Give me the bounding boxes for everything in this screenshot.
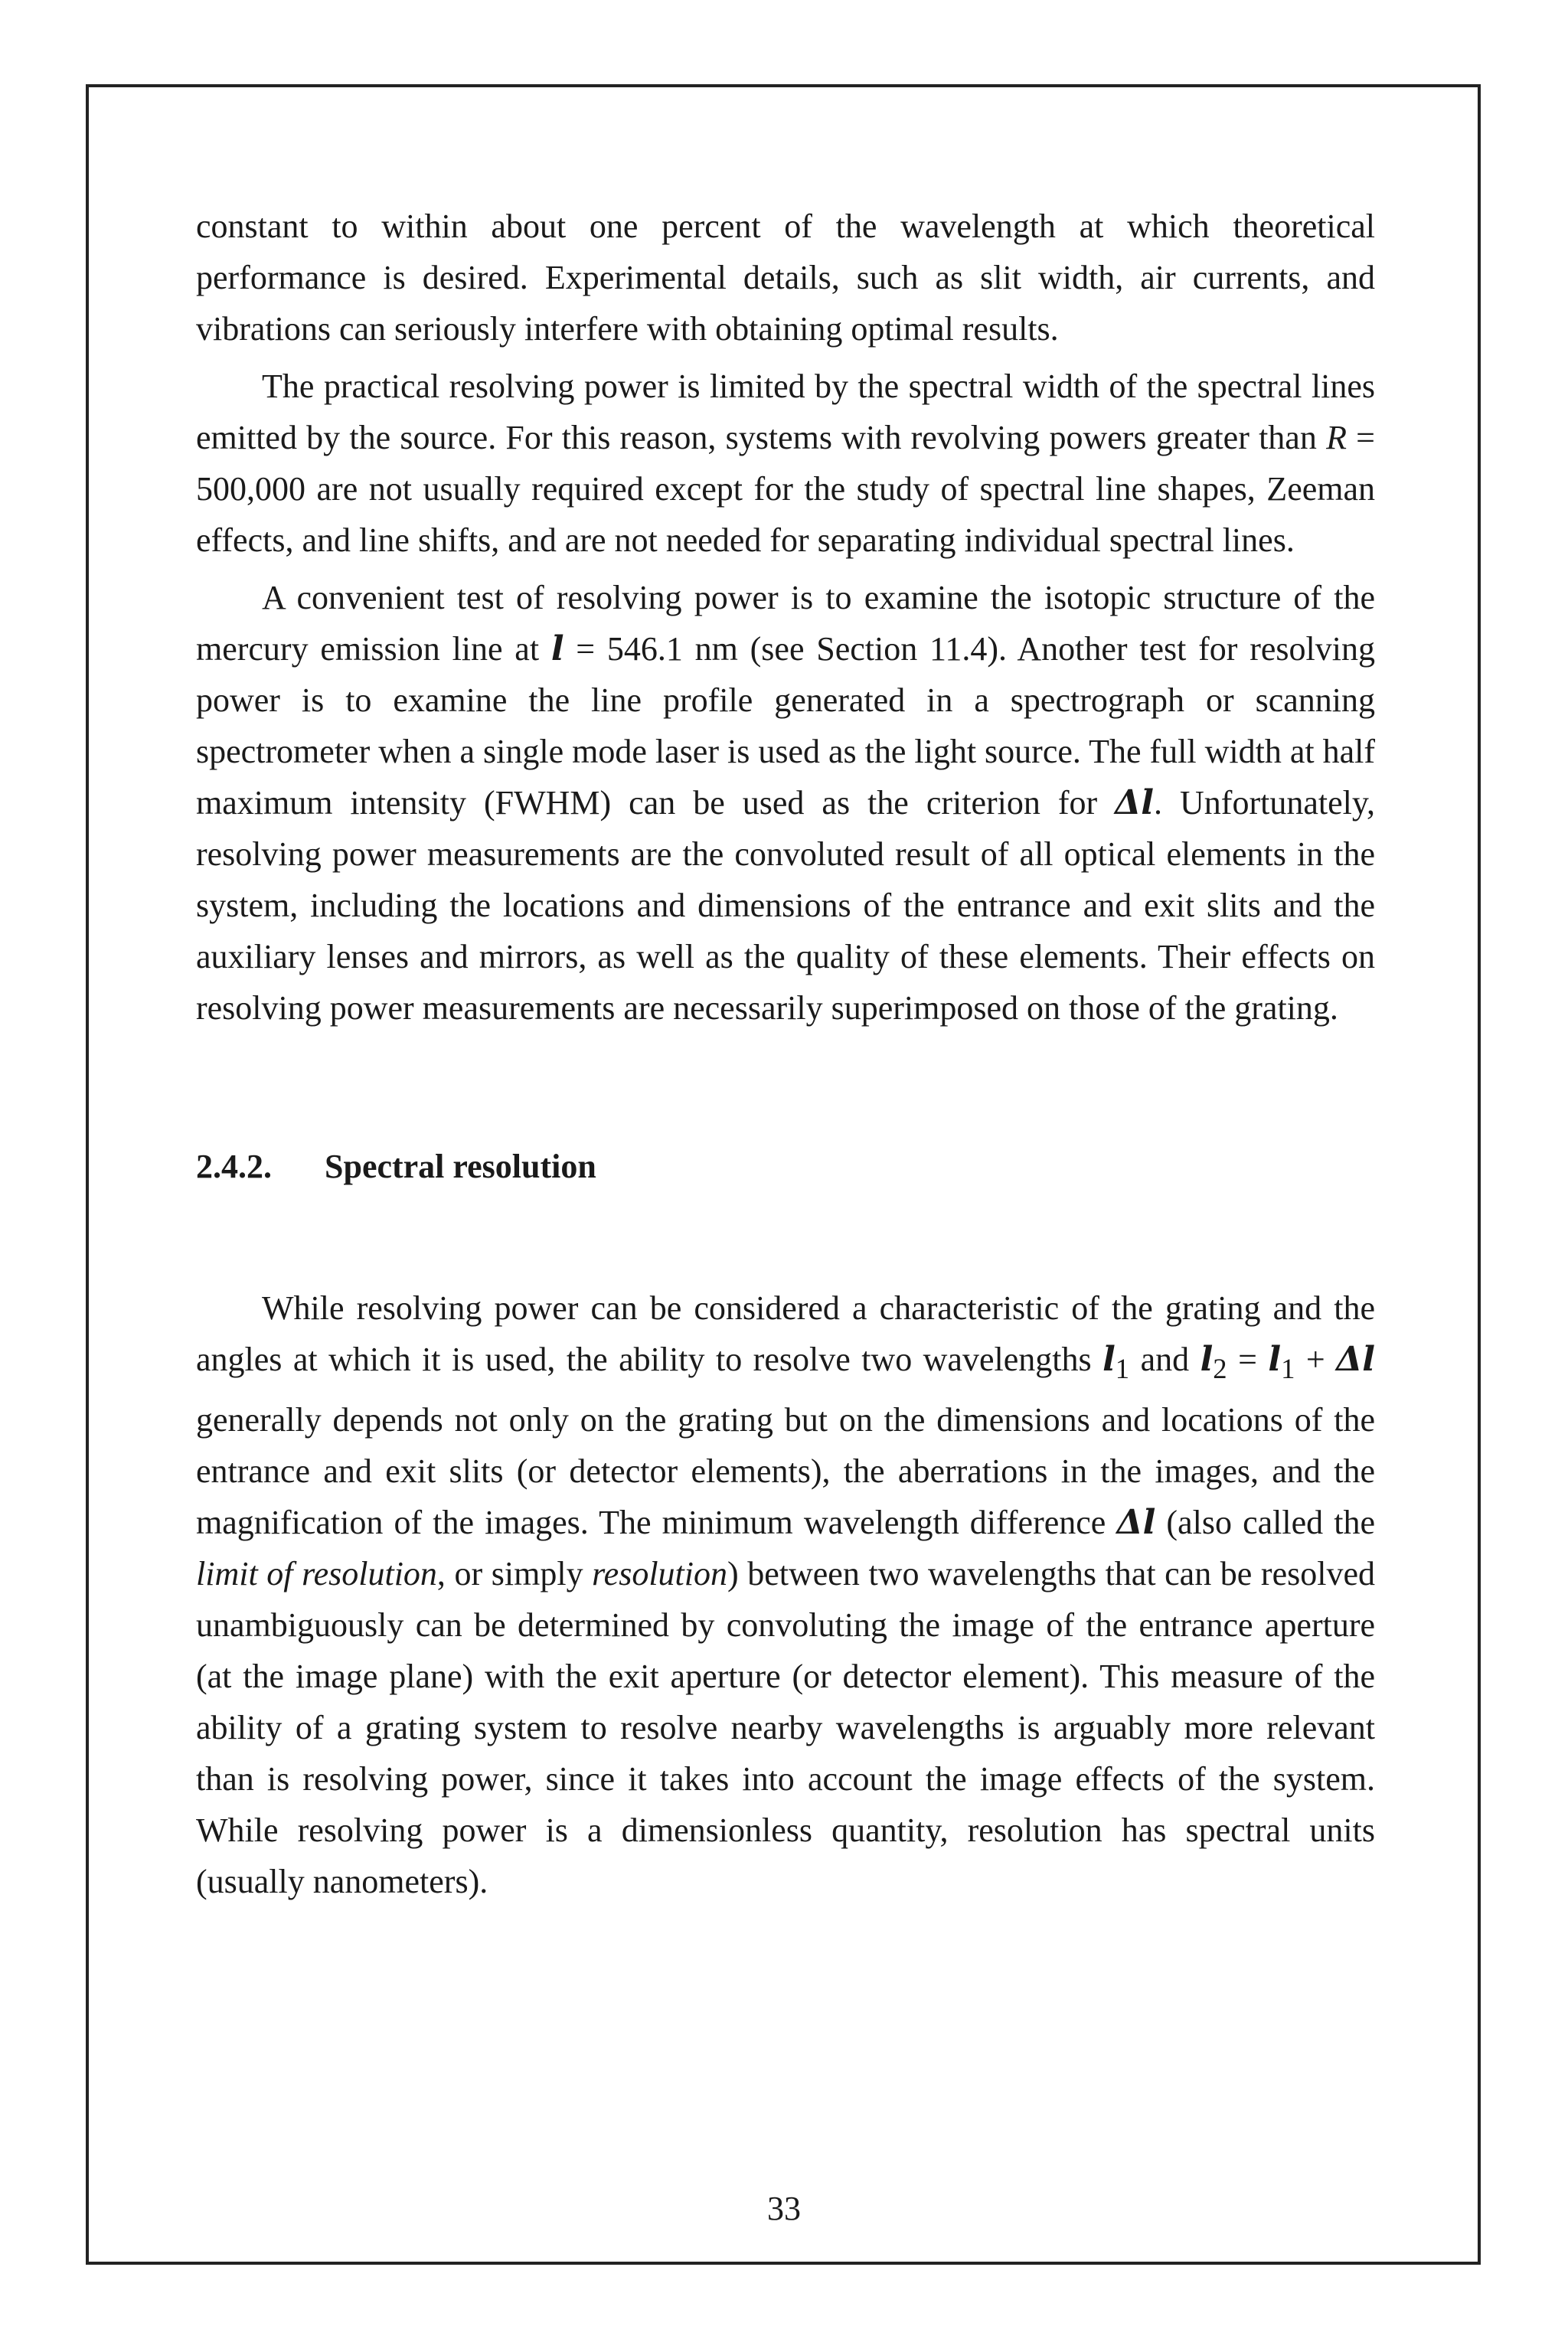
lambda-symbol: l <box>1200 1340 1214 1379</box>
paragraph-continuation <box>196 201 1375 354</box>
emphasis-limit-of-resolution: limit of resolution <box>196 1554 437 1592</box>
text-run: ) between two wavelengths that can be resolved unambiguously can be determined by convoluting the image of the entrance aperture (at the image plane) with the exit aperture (or detector element). This measure of the ability of a grating system to resolve nearby wavelengths is arguably more relevant than is resolving power, since it takes into account the image effects of the system. While resolving power is a dimensionless quantity, resolution has spectral units (usually nanometers). <box>196 1554 1375 1900</box>
subscript: 2 <box>1213 1352 1227 1384</box>
subscript: 1 <box>1115 1352 1130 1384</box>
text-run: generally depends not only on the grating but on the dimensions and locations of the entrance and exit slits (or detector elements), the aberrations in the images, and the magnification of the images. The minimum wavelength difference <box>196 1400 1375 1541</box>
text-run: A convenient test of resolving power is to examine the isotopic structure of the mercury emission line at <box>196 579 1375 668</box>
text-run: . Unfortunately, resolving power measurements are the convoluted result of all optical elements in the system, including the locations and dimensions of the entrance and exit slits and the auxiliary lenses and mirrors, as well as the quality of these elements. Their effects on resolving power measurements are necessarily superimposed on those of the grating. <box>196 784 1375 1027</box>
variable-r: R <box>1326 419 1347 456</box>
section-title: Spectral resolution <box>325 1148 596 1185</box>
text-run: and <box>1129 1341 1200 1378</box>
emphasis-resolution: resolution <box>592 1554 727 1592</box>
text-run: = 500,000 are not usually required except for the study of spectral line shapes, Zeeman effects, and line shifts, and are not needed for separating individual spectral lines. <box>196 419 1375 559</box>
text-run: = <box>1227 1341 1269 1378</box>
paragraph-resolving-power-test <box>196 572 1375 1034</box>
text-run: While resolving power can be considered a characteristic of the grating and the angles at which it is used, the ability to resolve two wavelengths <box>196 1289 1375 1378</box>
text-run: , or simply <box>436 1554 593 1592</box>
delta-lambda-symbol: Δl <box>1336 1340 1375 1379</box>
delta-lambda-symbol: Δl <box>1115 783 1155 822</box>
text-run: + <box>1295 1341 1337 1378</box>
body-text <box>196 201 1375 1913</box>
section-heading <box>196 1141 1375 1192</box>
paragraph-text: constant to within about one percent of the wavelength at which theoretical performance is desired. Experimental details, such as slit width, air currents, and vibrations can seriously interfere with obtaining optimal results. <box>196 207 1375 348</box>
text-run: (also called the <box>1155 1503 1376 1541</box>
paragraph-practical-resolving-power <box>196 361 1375 566</box>
subscript: 1 <box>1281 1352 1295 1384</box>
paragraph-spectral-resolution <box>196 1282 1375 1907</box>
section-number: 2.4.2. <box>196 1148 272 1185</box>
text-run: The practical resolving power is limited by the spectral width of the spectral lines emitted by the source. For this reason, systems with revolving powers greater than <box>196 368 1375 456</box>
lambda-symbol: l <box>550 629 564 668</box>
delta-lambda-symbol: Δl <box>1116 1502 1156 1542</box>
lambda-symbol: l <box>1268 1340 1282 1379</box>
lambda-symbol: l <box>1102 1340 1116 1379</box>
page-number: 33 <box>767 2190 801 2227</box>
text-run: = 546.1 nm (see Section 11.4). Another test for resolving power is to examine the line profile generated in a spectrograph or scanning spectrometer when a single mode laser is used as the light source. The full width at half maximum intensity (FWHM) can be used as the criterion for <box>196 630 1375 822</box>
